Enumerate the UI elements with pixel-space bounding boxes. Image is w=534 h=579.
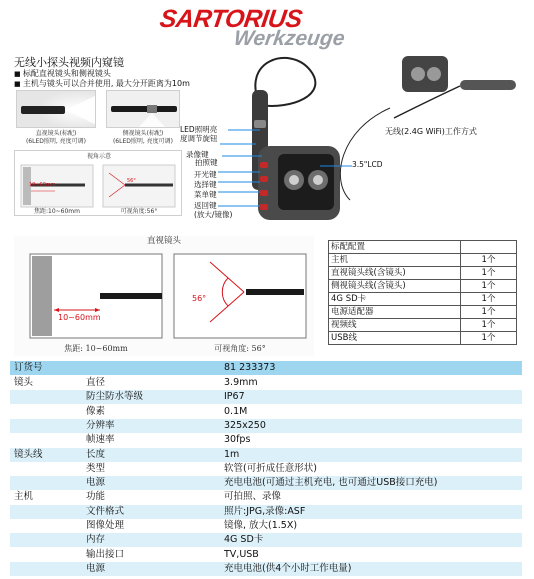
spec-cell-c2: 类型 (86, 462, 106, 474)
spec-cell-c2: 文件格式 (86, 505, 125, 517)
spec-cell-c2: 像素 (86, 405, 106, 417)
spec-cell-c3: 30fps (224, 434, 251, 446)
config-row: 主机 1个 (329, 254, 517, 267)
brand-name: SARTORIUS (158, 5, 304, 33)
small-diagram-left-label: 焦距:10~60mm (33, 208, 80, 215)
label-record: 录像键 (186, 150, 209, 159)
spec-cell-c1: 镜头线 (14, 448, 43, 460)
lens-angle-caption: 可视角度: 56° (214, 344, 266, 353)
spec-row (10, 419, 522, 433)
spec-cell-c3: 3.9mm (224, 377, 258, 388)
small-diagram-right-inner: 56° (127, 178, 136, 184)
spec-cell-c2: 分辨率 (86, 419, 115, 431)
page-title: 无线小探头视频内窥镜 (14, 56, 124, 69)
spec-cell-c3: IP67 (224, 391, 245, 403)
spec-cell-c3: 0.1M (224, 405, 248, 417)
spec-cell-c3: 软管(可折成任意形状) (224, 462, 317, 474)
lens-angle-label: 56° (192, 294, 207, 303)
spec-header: 订货号 81 233373 (14, 362, 276, 373)
bullet-1: ■ 标配直视镜头和侧视镜头 (14, 68, 111, 79)
spec-cell-c1: 镜头 (14, 377, 34, 388)
spec-row (10, 448, 522, 462)
lens-distance-label: 10~60mm (58, 313, 101, 322)
spec-cell-c3: 充电电池(供4个小时工作电量) (224, 562, 352, 574)
spec-row (10, 476, 522, 490)
spec-row (10, 433, 522, 447)
straight-probe-image (17, 91, 96, 128)
spec-cell-c3: 照片:JPG,录像:ASF (224, 505, 306, 517)
spec-cell-c3: 镜像, 放大(1.5X) (224, 520, 298, 531)
spec-row (10, 462, 522, 476)
spec-cell-c2: 电源 (86, 562, 106, 574)
spec-cell-c3: 充电电池(可通过主机充电, 也可通过USB接口充电) (224, 477, 438, 489)
spec-cell-c3: 1m (224, 448, 240, 460)
spec-cell-c2: 直径 (86, 377, 106, 388)
spec-row (10, 562, 522, 576)
spec-cell-c2: 帧速率 (86, 434, 115, 446)
small-diagram-title: 视角示意 (86, 153, 111, 160)
wireless-device-image (390, 50, 520, 124)
lens-diagram-graphic (14, 252, 314, 342)
spec-cell-c2: 功能 (86, 491, 106, 503)
config-row: 电源适配器 1个 (329, 306, 517, 319)
lens-diagram (14, 236, 314, 356)
config-row: 视频线 1个 (329, 319, 517, 332)
spec-row (10, 548, 522, 562)
spec-row (10, 519, 522, 533)
wireless-cable-line (330, 100, 400, 210)
label-back: 返回键 (放大/镜像) (194, 201, 233, 219)
spec-row (10, 390, 522, 404)
spec-cell-c3: 325x250 (224, 419, 266, 431)
label-power: 开光键 (194, 170, 217, 179)
config-table (328, 240, 517, 345)
straight-probe-caption: 直视镜头(标配) (6LED照明, 亮度可调) (25, 130, 87, 145)
spec-cell-c2: 长度 (86, 448, 106, 460)
spec-cell-c2: 防尘防水等级 (86, 391, 144, 403)
config-header-row (329, 241, 517, 254)
brand-logo (160, 6, 390, 50)
spec-cell-c2: 图像处理 (86, 520, 125, 531)
spec-row (10, 376, 522, 390)
spec-cell-c3: 4G SD卡 (224, 534, 264, 546)
config-header: 标配配置 (329, 241, 461, 254)
label-wireless: 无线(2.4G WiFi)工作方式 (385, 127, 477, 136)
small-diagram-left-inner: 10~60mm (29, 182, 56, 188)
small-view-diagram (14, 150, 182, 216)
config-row: 侧视镜头线(含镜头) 1个 (329, 280, 517, 293)
side-probe-photo (106, 90, 180, 128)
config-row: 4G SD卡 1个 (329, 293, 517, 306)
small-diagram-right-label: 可视角度:56° (120, 208, 158, 215)
label-led: LED照明亮 度调节旋钮 (180, 125, 218, 143)
side-probe-image (107, 91, 180, 128)
spec-row (10, 533, 522, 547)
spec-row (10, 490, 522, 504)
spec-cell-c3: TV,USB (224, 548, 259, 560)
spec-cell-c1: 主机 (14, 491, 34, 503)
spec-row (10, 405, 522, 419)
spec-row (10, 505, 522, 519)
side-probe-caption: 侧视镜头(标配) (6LED照明, 亮度可调) (112, 130, 174, 145)
straight-probe-photo (16, 90, 96, 128)
spec-cell-c2: 输出接口 (86, 548, 125, 560)
lens-diagram-title: 直视镜头 (146, 236, 181, 246)
label-photo: 拍照键 (195, 158, 218, 167)
lens-focal-caption: 焦距: 10~60mm (64, 344, 128, 353)
spec-cell-c2: 电源 (86, 477, 106, 489)
label-menu: 菜单键 (194, 190, 217, 199)
bullet-2: ■ 主机与镜头可以合并使用, 最大分开距离为10m (14, 78, 190, 89)
config-row: 直视镜头线(含镜头) 1个 (329, 267, 517, 280)
spec-cell-c2: 内存 (86, 534, 106, 546)
label-select: 选择键 (194, 180, 217, 189)
config-row: USB线 1个 (329, 332, 517, 345)
brand-sub: Werkzeuge (232, 27, 347, 50)
spec-cell-c3: 可拍照、录像 (224, 491, 282, 503)
label-lcd: 3.5"LCD (352, 160, 383, 169)
